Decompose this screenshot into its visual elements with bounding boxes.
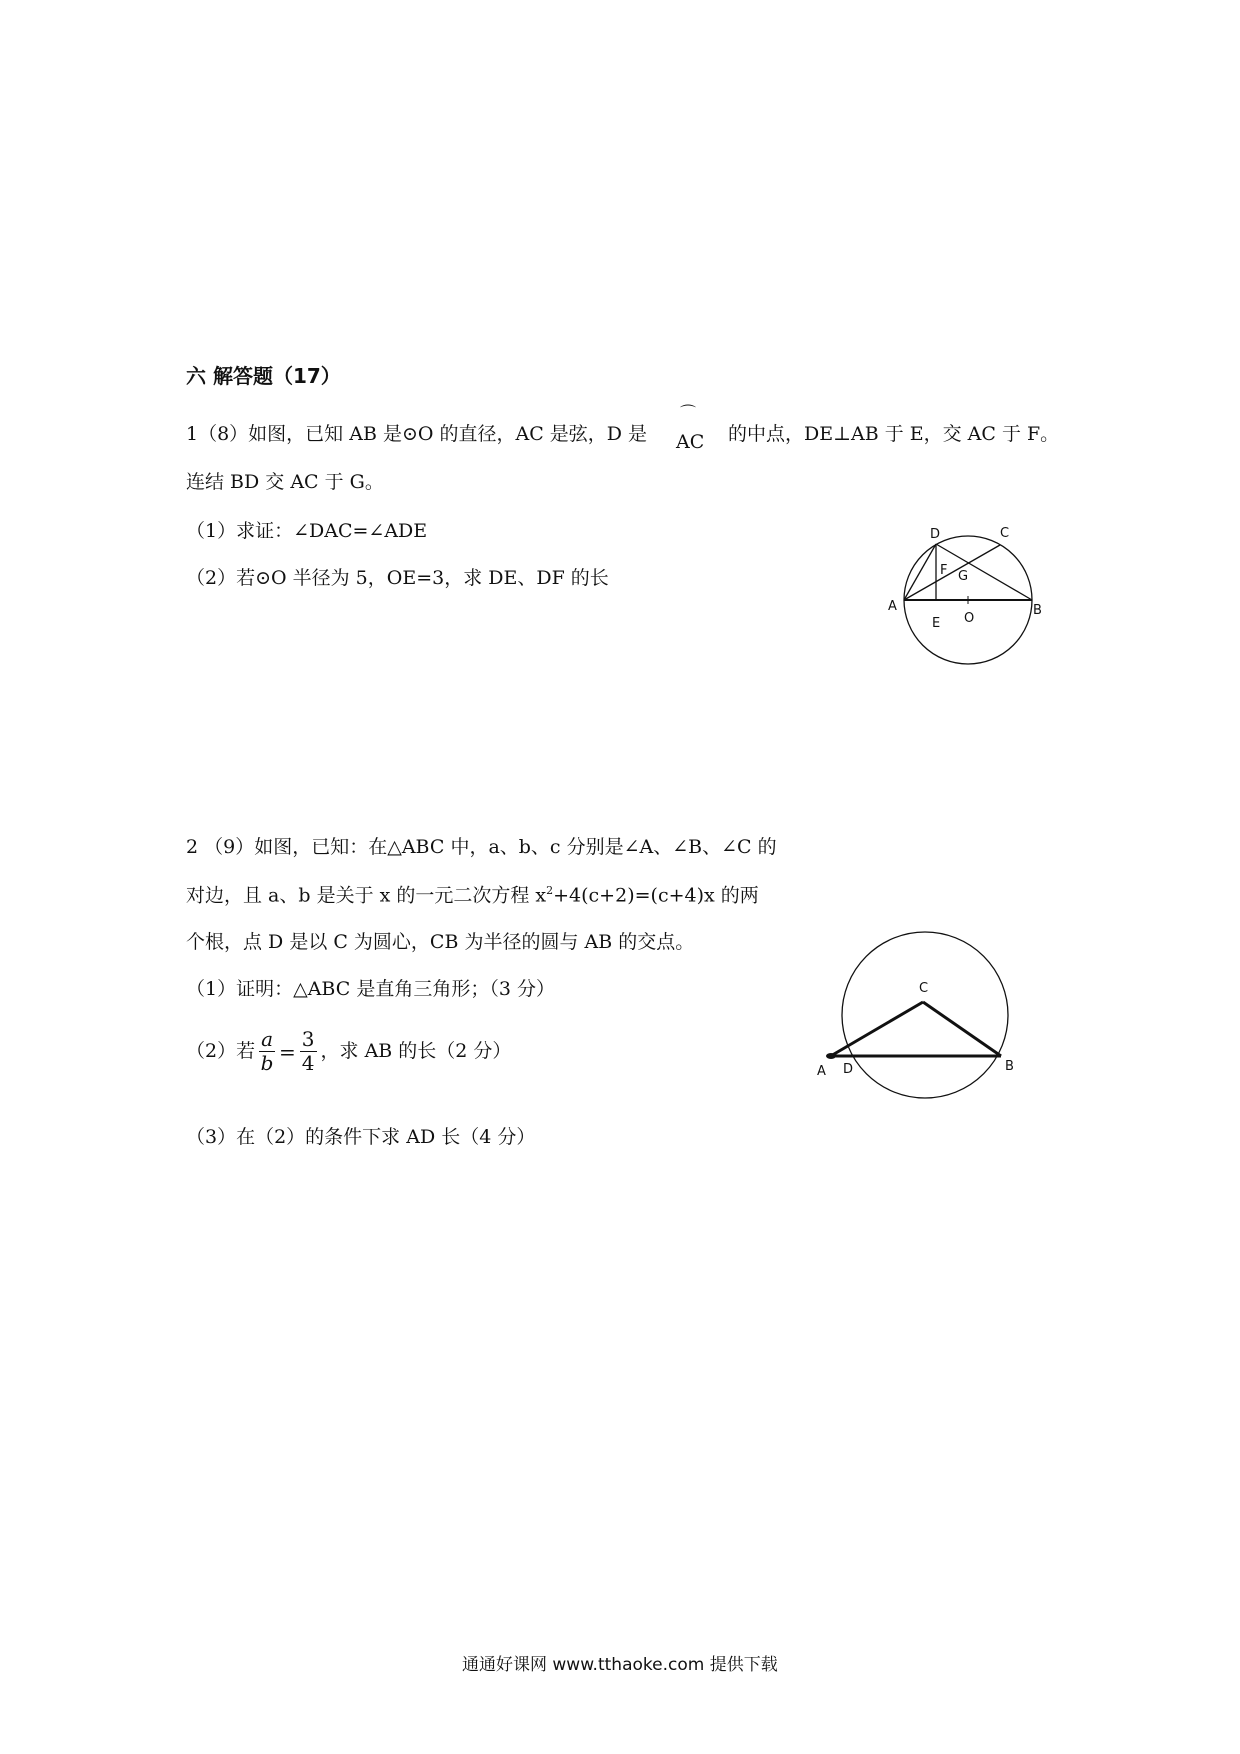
fraction-3-over-4 [300,1028,317,1075]
fraction-3-numerator: 3 [301,1027,315,1051]
problem2-line2-b: +4(c+2)=(c+4)x 的两 [553,884,759,907]
label-d: D [843,1062,854,1077]
label-b: B [1033,603,1042,618]
segment-cb [923,1002,1001,1056]
label-c: C [1000,526,1010,541]
label-o: O [964,611,975,626]
problem2-q1: （1）证明：△ABC 是直角三角形；（3 分） [186,978,555,1000]
problem2-q2 [186,1028,511,1075]
problem1-line1-a: 1（8）如图，已知 AB 是⊙O 的直径，AC 是弦，D 是 [186,423,648,445]
problem2-q2-suffix: ，求 AB 的长（2 分） [320,1040,512,1062]
label-a: A [817,1064,826,1079]
footer-text: 通通好课网 www.tthaoke.com 提供下载 [462,1655,778,1675]
label-b: B [1005,1059,1014,1074]
fraction-a-over-b [259,1028,275,1075]
problem1-line1-b: 的中点，DE⊥AB 于 E，交 AC 于 F。 [728,423,1060,445]
circle-c [842,932,1008,1098]
arc-symbol: ⌒ [680,403,697,422]
section-heading: 六 解答题（17） [186,364,341,388]
label-d: D [930,527,941,542]
arc-label: AC [676,431,705,453]
segment-ad [904,544,936,600]
problem1-q2: （2）若⊙O 半径为 5，OE=3，求 DE、DF 的长 [186,567,609,589]
problem2-line3: 个根，点 D 是以 C 为圆心，CB 为半径的圆与 AB 的交点。 [186,931,695,953]
figure-2-triangle-circle [805,930,1035,1120]
problem2-q2-prefix: （2）若 [186,1040,256,1062]
label-c: C [919,981,929,996]
problem2-line1: 2 （9）如图，已知：在△ABC 中，a、b、c 分别是∠A、∠B、∠C 的 [186,836,777,858]
problem2-line2-a: 对边，且 a、b 是关于 x 的一元二次方程 x [186,884,547,907]
equals-sign: = [279,1039,296,1064]
label-g: G [958,569,969,584]
point-a-dot [826,1053,836,1059]
segment-bd [936,544,1032,600]
problem2-line2 [186,885,759,905]
problem1-q1: （1）求证：∠DAC=∠ADE [186,520,428,542]
fraction-b-denominator: b [260,1051,274,1075]
label-e: E [932,616,941,631]
fraction-a-numerator: a [261,1027,274,1051]
label-a: A [888,599,897,614]
problem2-q3: （3）在（2）的条件下求 AD 长（4 分） [186,1126,536,1148]
problem2-line2-sup: 2 [546,884,554,897]
problem1-line2: 连结 BD 交 AC 于 G。 [186,471,384,493]
label-f: F [940,563,948,578]
fraction-4-denominator: 4 [301,1051,315,1075]
figure-1-circle-diagram [860,500,1060,670]
